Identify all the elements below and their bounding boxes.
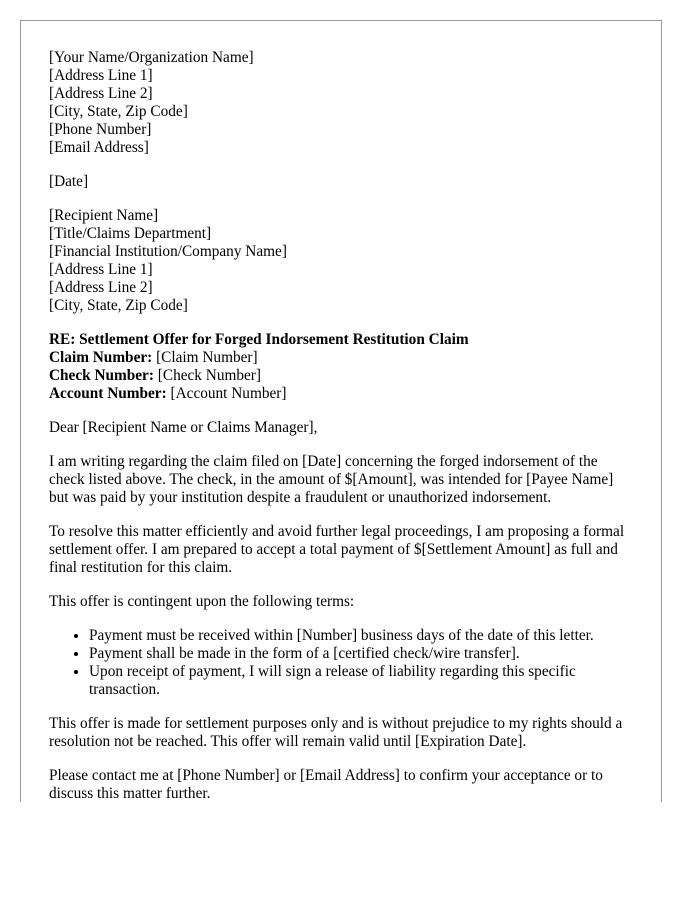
letter-date: [Date] — [49, 173, 89, 190]
terms-list-item: • Payment shall be made in the form of a [certified check/wire transfer]. — [89, 645, 633, 663]
account-number-label: Account Number: — [49, 385, 167, 402]
check-number-label: Check Number: — [49, 367, 154, 384]
paragraph-terms-intro: This offer is contingent upon the following terms: — [49, 593, 355, 610]
recipient-company: [Financial Institution/Company Name] — [49, 243, 287, 260]
sender-address-line-2: [Address Line 2] — [49, 85, 153, 102]
sender-email: [Email Address] — [49, 139, 149, 156]
claim-number-value: [Claim Number] — [152, 349, 258, 366]
sender-city: [City, State, Zip Code] — [49, 103, 188, 120]
paragraph-without-prejudice: This offer is made for settlement purposes only and is without prejudice to my rights should a resolution not be reached. This offer will remain valid until [Expiration Date]. — [49, 715, 623, 750]
recipient-name: [Recipient Name] — [49, 207, 159, 224]
paragraph-settlement-offer: To resolve this matter efficiently and avoid further legal proceedings, I am proposing a formal settlement offer. I am prepared to accept a total payment of $[Settlement Amount] as full and final restitution for this claim. — [49, 523, 625, 576]
check-number-value: [Check Number] — [153, 367, 261, 384]
account-number-line — [49, 385, 633, 403]
recipient-address-line-2: [Address Line 2] — [49, 279, 153, 296]
paragraph-claim-details: I am writing regarding the claim filed on [Date] concerning the forged indorsement of the check listed above. The check, in the amount of $[Amount], was intended for [Payee Name] but was paid by your institution despite a fraudulent or unauthorized indorsement. — [49, 453, 614, 506]
paragraph-contact: Please contact me at [Phone Number] or [Email Address] to confirm your acceptance or to discuss this matter further. — [49, 767, 603, 802]
sender-name: [Your Name/Organization Name] — [49, 49, 254, 66]
recipient-block — [49, 207, 633, 315]
recipient-title: [Title/Claims Department] — [49, 225, 212, 242]
sender-address-line-1: [Address Line 1] — [49, 67, 153, 84]
terms-list-item: • Payment must be received within [Number] business days of the date of this letter. — [89, 627, 633, 645]
terms-list — [49, 627, 633, 699]
recipient-address-line-1: [Address Line 1] — [49, 261, 153, 278]
reference-block — [49, 331, 633, 403]
check-number-line — [49, 367, 633, 385]
date-block — [49, 173, 633, 191]
sender-phone: [Phone Number] — [49, 121, 152, 138]
claim-number-line — [49, 349, 633, 367]
letter-page — [20, 20, 662, 802]
claim-number-label: Claim Number: — [49, 349, 153, 366]
terms-list-item: • Upon receipt of payment, I will sign a release of liability regarding this specific transaction. — [89, 663, 633, 699]
account-number-value: [Account Number] — [166, 385, 287, 402]
sender-block — [49, 49, 633, 157]
re-subject: RE: Settlement Offer for Forged Indorsement Restitution Claim — [49, 331, 469, 348]
salutation: Dear [Recipient Name or Claims Manager], — [49, 419, 318, 436]
recipient-city: [City, State, Zip Code] — [49, 297, 188, 314]
